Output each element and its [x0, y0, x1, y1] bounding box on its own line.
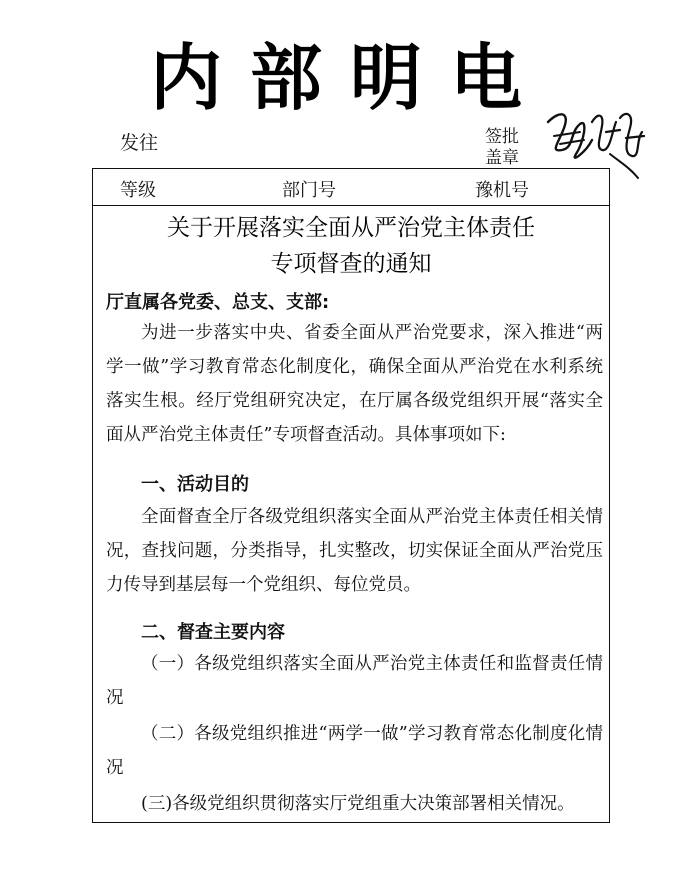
- sign-label-line1: 签批: [485, 127, 519, 147]
- content-item-2: （二）各级党组织推进“两学一做”学习教育常态化制度化情况: [106, 724, 603, 778]
- section1-heading: 一、活动目的: [141, 474, 249, 495]
- salutation: 厅直属各党委、总支、支部:: [106, 292, 330, 313]
- phone-number-label: 豫机号: [475, 180, 529, 201]
- section1-paragraph: 全面督查全厅各级党组织落实全面从严治党主体责任相关情况，查找问题，分类指导，扎实整改，切实保证全面从严治党压力传导到基层每一个党组织、每位党员。: [106, 507, 603, 595]
- meta-row: [92, 168, 610, 206]
- document-title: [92, 210, 610, 282]
- content-item-3: (三)各级党组织贯彻落实厅党组重大决策部署相关情况。: [141, 794, 575, 814]
- sign-stamp-label: [485, 127, 519, 169]
- document-title-line1: 关于开展落实全面从严治党主体责任: [167, 215, 535, 241]
- dept-number-label: 部门号: [282, 180, 336, 201]
- content-item-1: （一）各级党组织落实全面从严治党主体责任和监督责任情况: [106, 654, 603, 708]
- send-to-label: 发往: [120, 132, 159, 154]
- document-title-line2: 专项督查的通知: [270, 251, 432, 277]
- section2-heading: 二、督查主要内容: [141, 622, 285, 643]
- sign-label-line2: 盖章: [485, 148, 519, 168]
- document-header-title: 内部明电: [150, 36, 551, 120]
- level-label: 等级: [120, 180, 156, 201]
- intro-paragraph: 为进一步落实中央、省委全面从严治党要求，深入推进“两学一做”学习教育常态化制度化，确保全面从严治党在水利系统落实生根。经厅党组研究决定，在厅属各级党组织开展“落实全面从严治党主体责任”专项督查活动。具体事项如下:: [106, 323, 603, 445]
